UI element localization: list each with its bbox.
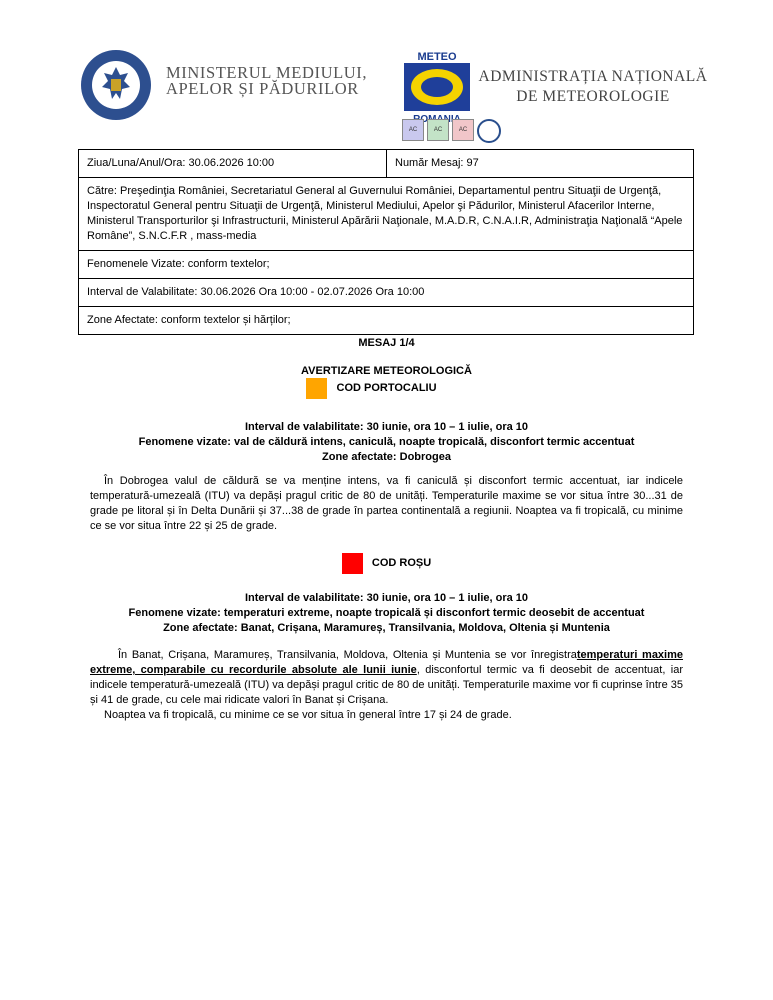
orange-code-heading (0, 378, 773, 399)
message-number-cell: Număr Mesaj: 97 (395, 157, 479, 169)
orange-code-label: COD PORTOCALIU (336, 382, 437, 395)
datetime-cell: Ziua/Luna/Anul/Ora: 30.06.2026 10:00 (79, 150, 387, 177)
certification-seal-icon (477, 119, 501, 143)
message-title: MESAJ 1/4 (358, 337, 415, 349)
recipients-cell: Către: Preşedinţia României, Secretariatul General al Guvernului României, Departamentul pentru Situaţii de Urgenţă, Inspectoratul General pentru Situaţii de Urgenţă, Ministerul Mediului, Apelor şi Pădurilor, Ministerul Afacerilor Interne, Ministerul Transporturilor şi Infrastructurii, Ministerul Apărării Naţionale, M.A.D.R, C.N.A.I.R, Administraţia Naţională “Apele Române”, S.N.C.F.R , mass-media (79, 177, 693, 250)
red-code-swatch (342, 553, 363, 574)
warning-title: AVERTIZARE METEOROLOGICĂ (301, 365, 472, 377)
red-text-emphasis: temperaturi maxime extreme, comparabile cu recordurile absolute ale lunii iunie (90, 649, 684, 676)
document-header (0, 40, 773, 140)
table-row (79, 150, 693, 177)
certification-badges (402, 119, 501, 141)
message-info-table (78, 149, 694, 335)
red-night-text: Noaptea va fi tropicală, cu minime ce se vor situa în general între 17 și 24 de grade. (104, 709, 512, 721)
phenomena-cell: Fenomenele Vizate: conform textelor; (79, 250, 693, 278)
red-code-label: COD ROȘU (371, 557, 432, 570)
accreditation-badge: AC (452, 119, 474, 141)
orange-zones: Zone afectate: Dobrogea (322, 451, 451, 463)
red-text-part1: În Banat, Crișana, Maramureș, Transilvania, Moldova, Oltenia și Muntenia se vor înregistra (118, 649, 577, 661)
orange-description: În Dobrogea valul de căldură se va menține intens, va fi caniculă și disconfort termic accentuat, iar indicele temperatură-umezeală (ITU) va depăși pragul critic de 80 de unități. Temperaturile maxime se vor situa între 30...31 de grade pe litoral și în Delta Dunării și 37...38 de grade în partea continentală a regiunii. Noaptea va fi tropicală, cu minime ce se vor situa între 22 și 25 de grade. (90, 475, 683, 532)
ministry-name (166, 65, 367, 97)
zones-cell: Zone Afectate: conform textelor și hărților; (79, 306, 693, 334)
svg-text:METEO: METEO (417, 51, 457, 63)
accreditation-badge: AC (427, 119, 449, 141)
red-text-part2: , disconfortul termic va fi deosebit de accentuat, iar indicele temperatură-umezeală (ITU) va depăși pragul critic de 80 de unități. Temperaturile maxime vor fi cuprinse între 35 și 41 de grade, cu cele mai ridicate valori în Banat și Crișana. (90, 664, 684, 706)
ministry-line-2: APELOR ȘI PĂDURILOR (166, 79, 359, 98)
ana-line-1: ADMINISTRAȚIA NAȚIONALĂ (478, 68, 708, 85)
ana-name (478, 67, 708, 107)
government-seal-logo (80, 49, 152, 121)
red-zones: Zone afectate: Banat, Crișana, Maramureș, Transilvania, Moldova, Oltenia și Muntenia (163, 622, 610, 634)
red-description (90, 648, 683, 708)
meteo-romania-logo (402, 49, 472, 125)
orange-code-swatch (306, 378, 327, 399)
validity-cell: Interval de Valabilitate: 30.06.2026 Ora 10:00 - 02.07.2026 Ora 10:00 (79, 278, 693, 306)
red-code-heading (0, 553, 773, 574)
orange-phenomena: Fenomene vizate: val de căldură intens, caniculă, noapte tropicală, disconfort termic accentuat (138, 436, 635, 448)
red-phenomena: Fenomene vizate: temperaturi extreme, noapte tropicală și disconfort termic deosebit de accentuat (128, 607, 645, 619)
red-interval: Interval de valabilitate: 30 iunie, ora 10 – 1 iulie, ora 10 (244, 592, 529, 604)
ministry-line-1: MINISTERUL MEDIULUI, (166, 63, 368, 82)
ana-line-2: DE METEOROLOGIE (516, 88, 670, 105)
orange-interval: Interval de valabilitate: 30 iunie, ora 10 – 1 iulie, ora 10 (244, 421, 529, 433)
accreditation-badge: AC (402, 119, 424, 141)
